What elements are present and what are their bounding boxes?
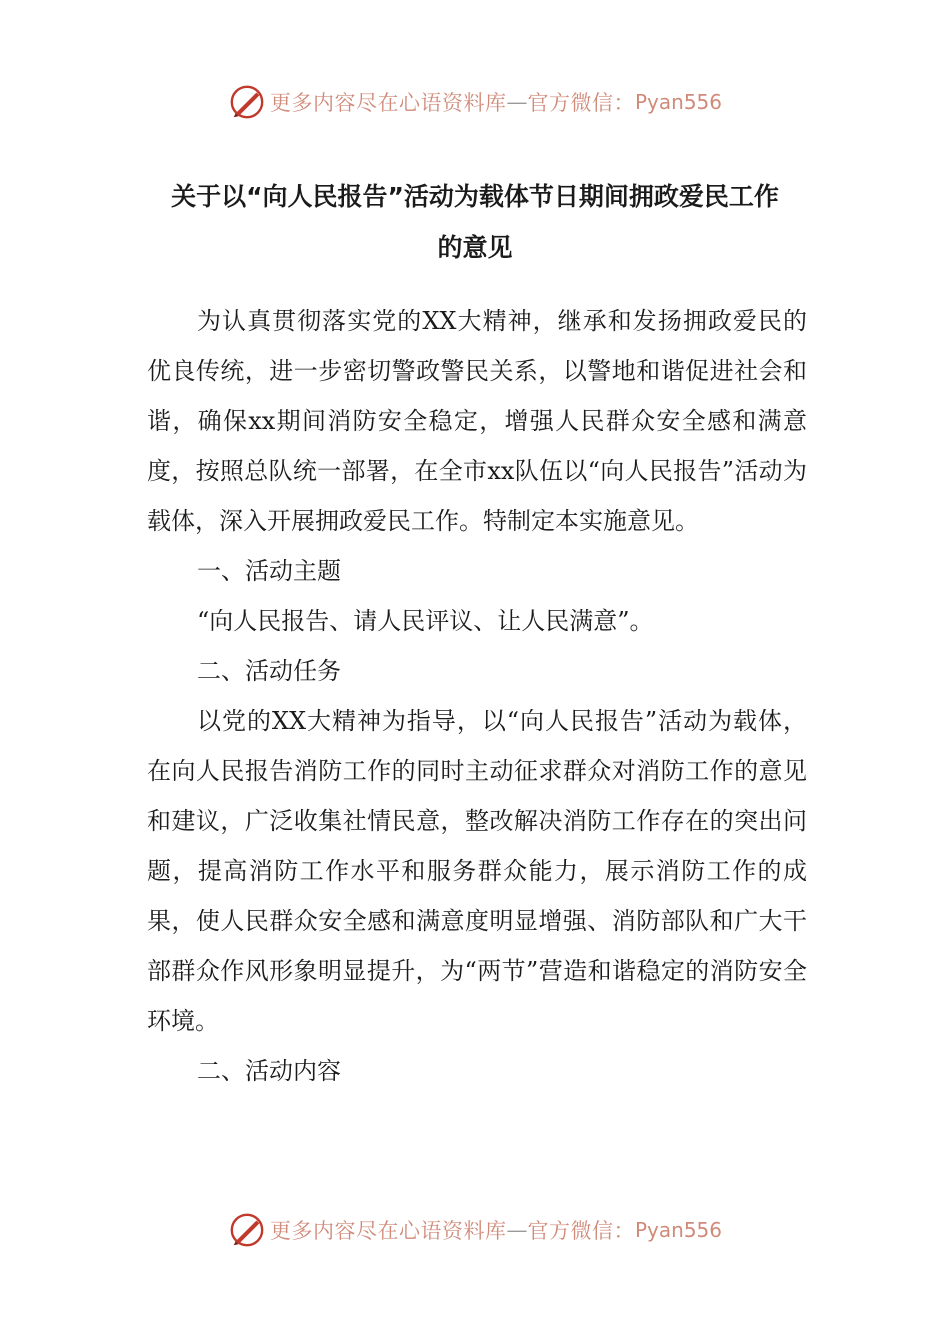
watermark-id: Pyan556 bbox=[634, 1218, 722, 1242]
section-heading-task: 二、活动任务 bbox=[197, 657, 341, 685]
document-title-line-1: 关于以“向人民报告”活动为载体节日期间拥政爱民工作 bbox=[171, 182, 779, 211]
pen-logo-icon bbox=[228, 1211, 266, 1249]
section-heading-content: 二、活动内容 bbox=[197, 1057, 341, 1085]
watermark-separator: — bbox=[506, 1218, 528, 1242]
watermark-separator: — bbox=[506, 90, 528, 114]
paragraph-theme: “向人民报告、请人民评议、让人民满意”。 bbox=[197, 607, 654, 635]
watermark-id: Pyan556 bbox=[634, 90, 722, 114]
pen-logo-icon bbox=[228, 83, 266, 121]
watermark-contact: 官方微信： bbox=[527, 91, 635, 115]
paragraph-task: 以党的XX大精神为指导，以“向人民报告”活动为载体，在向人民报告消防工作的同时主动征求群众对消防工作的意见和建议，广泛收集社情民意，整改解决消防工作存在的突出问题，提高消防工作水平和服务群众能力，展示消防工作的成果，使人民群众安全感和满意度明显增强、消防部队和广大干部群众作风形象明显提升，为“两节”营造和谐稳定的消防安全环境。 bbox=[147, 707, 807, 1035]
document-body bbox=[147, 296, 807, 1096]
watermark-footer bbox=[0, 1208, 950, 1252]
watermark-text: 更多内容尽在心语资料库 bbox=[269, 1219, 507, 1243]
watermark-text: 更多内容尽在心语资料库 bbox=[269, 91, 507, 115]
paragraph-intro: 为认真贯彻落实党的XX大精神，继承和发扬拥政爱民的优良传统，进一步密切警政警民关系，以警地和谐促进社会和谐，确保xx期间消防安全稳定，增强人民群众安全感和满意度，按照总队统一部署，在全市xx队伍以“向人民报告”活动为载体，深入开展拥政爱民工作。特制定本实施意见。 bbox=[147, 307, 807, 535]
watermark-header bbox=[0, 80, 950, 124]
section-heading-theme: 一、活动主题 bbox=[197, 557, 341, 585]
document-title-line-2: 的意见 bbox=[437, 233, 513, 262]
watermark-contact: 官方微信： bbox=[527, 1219, 635, 1243]
